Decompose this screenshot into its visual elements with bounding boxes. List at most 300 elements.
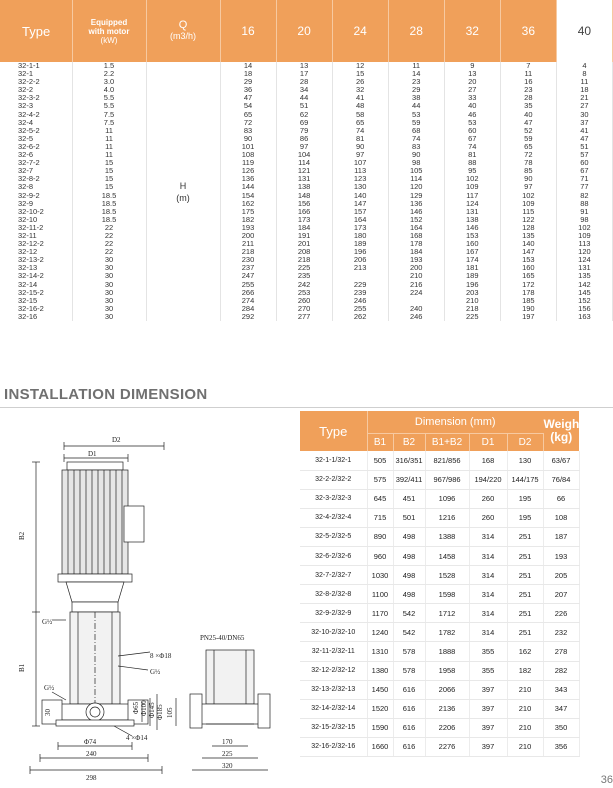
dim-b2: 616: [393, 680, 425, 699]
port-lower-label: G½: [44, 684, 55, 692]
dimension-row: [300, 604, 579, 623]
dim-weight: 282: [543, 661, 579, 680]
head-value: 190: [500, 305, 556, 313]
head-value: 173: [332, 224, 388, 232]
head-value: 160: [500, 264, 556, 272]
head-value: 102: [556, 224, 612, 232]
head-value: 162: [220, 200, 276, 208]
head-value: 156: [556, 305, 612, 313]
dim-d2: 195: [507, 489, 543, 508]
row-motor-power: 30: [72, 256, 146, 264]
dimension-row: [300, 642, 579, 661]
weight-header: [543, 411, 584, 451]
head-value: 53: [444, 119, 500, 127]
head-value: 218: [444, 305, 500, 313]
dim-b2: 498: [393, 585, 425, 604]
head-value: 30: [556, 111, 612, 119]
dim-b1-b2: 1096: [425, 489, 469, 508]
head-value: 172: [500, 281, 556, 289]
dim-d2: 195: [507, 508, 543, 527]
dim-weight: 205: [543, 566, 579, 585]
dim-298-label: 298: [86, 774, 97, 782]
head-value: 29: [220, 78, 276, 86]
performance-table-body: [0, 62, 613, 321]
row-motor-power: 11: [72, 143, 146, 151]
head-value: 153: [444, 232, 500, 240]
dim-b1: 1030: [367, 566, 393, 585]
head-value: 104: [276, 151, 332, 159]
head-value: 109: [500, 200, 556, 208]
row-type: 32-14-2: [0, 272, 72, 280]
dim-320-label: 320: [222, 762, 233, 770]
dim-b1-b2: 1458: [425, 546, 469, 565]
row-motor-power: 30: [72, 305, 146, 313]
head-value: 83: [388, 143, 444, 151]
dim-row-type: 32-15-2/32-15: [300, 718, 367, 737]
head-value: 277: [276, 313, 332, 321]
dimension-table-body: [300, 451, 579, 757]
head-value: 14: [388, 70, 444, 78]
head-value: 196: [332, 248, 388, 256]
head-value: 174: [444, 256, 500, 264]
dim-b1-b2: 1958: [425, 661, 469, 680]
head-value: 48: [332, 102, 388, 110]
row-type: 32-15: [0, 297, 72, 305]
dimension-row: [300, 699, 579, 718]
dim-row-type: 32-1-1/32-1: [300, 451, 367, 470]
dim-d2: 251: [507, 623, 543, 642]
head-value: 211: [220, 240, 276, 248]
head-value: 60: [444, 127, 500, 135]
dim-b1: 960: [367, 546, 393, 565]
dim-weight: 76/84: [543, 470, 579, 489]
dimension-row: [300, 527, 579, 546]
head-label: H: [179, 180, 187, 191]
head-value: 102: [500, 192, 556, 200]
head-value: 182: [220, 216, 276, 224]
row-type: 32-2-2: [0, 78, 72, 86]
head-value: 253: [276, 289, 332, 297]
row-type: 32-1: [0, 70, 72, 78]
head-value: 225: [276, 264, 332, 272]
head-value: 71: [556, 175, 612, 183]
head-value: 181: [444, 264, 500, 272]
head-value: 208: [276, 248, 332, 256]
row-motor-power: 11: [72, 151, 146, 159]
dim-weight: 347: [543, 699, 579, 718]
row-type: 32-1-1: [0, 62, 72, 70]
head-unit: (m): [176, 192, 190, 203]
head-value: 102: [444, 175, 500, 183]
head-value: 28: [500, 94, 556, 102]
head-value: 52: [500, 127, 556, 135]
row-motor-power: 30: [72, 289, 146, 297]
row-type: 32-16: [0, 313, 72, 321]
row-motor-power: 22: [72, 240, 146, 248]
row-motor-power: 2.2: [72, 70, 146, 78]
dimension-row: [300, 661, 579, 680]
dim-105-label: 105: [166, 707, 174, 718]
head-value: 114: [276, 159, 332, 167]
head-value: 36: [220, 86, 276, 94]
dim-d1: 314: [469, 546, 507, 565]
row-type: 32-14: [0, 281, 72, 289]
row-type: 32-6-2: [0, 143, 72, 151]
head-value: 13: [276, 62, 332, 70]
installation-drawing: [0, 420, 290, 788]
head-value: 153: [500, 256, 556, 264]
head-value: 65: [500, 143, 556, 151]
row-type: 32-8-2: [0, 175, 72, 183]
dim-row-type: 32-8-2/32-8: [300, 585, 367, 604]
dimension-group-header: Dimension (mm): [367, 411, 543, 433]
head-value: 246: [332, 297, 388, 305]
head-value: 59: [388, 119, 444, 127]
head-value: 59: [500, 135, 556, 143]
head-value: 145: [556, 289, 612, 297]
flow-value-header: 28: [388, 0, 444, 62]
dim-col-header: D2: [507, 433, 543, 451]
dim-row-type: 32-10-2/32-10: [300, 623, 367, 642]
head-value: 67: [444, 135, 500, 143]
flow-value-header: 16: [220, 0, 276, 62]
head-value: 152: [556, 297, 612, 305]
head-value: 74: [444, 143, 500, 151]
row-motor-power: 15: [72, 159, 146, 167]
dim-type-header: Type: [300, 411, 367, 451]
head-value: 74: [332, 127, 388, 135]
head-value: 136: [388, 200, 444, 208]
port-side-label: G½: [150, 668, 161, 676]
row-motor-power: 15: [72, 175, 146, 183]
head-value: 148: [276, 192, 332, 200]
head-value: 126: [220, 167, 276, 175]
head-value: 88: [444, 159, 500, 167]
dim-b2: 498: [393, 527, 425, 546]
dim-weight: 226: [543, 604, 579, 623]
head-value: 83: [220, 127, 276, 135]
dim-weight: 232: [543, 623, 579, 642]
flow-value-header: 32: [444, 0, 500, 62]
head-value: 216: [388, 281, 444, 289]
dim-b1: 715: [367, 508, 393, 527]
head-value: 58: [332, 111, 388, 119]
motor-body: [62, 470, 128, 574]
head-value: 97: [500, 183, 556, 191]
dim-b2: 542: [393, 604, 425, 623]
head-value: 86: [276, 135, 332, 143]
dim-d1: 314: [469, 604, 507, 623]
row-motor-power: 30: [72, 297, 146, 305]
head-value: 68: [388, 127, 444, 135]
head-value: 62: [276, 111, 332, 119]
dim-d2: 130: [507, 451, 543, 470]
dim-b1-b2: 2206: [425, 718, 469, 737]
dim-d2: 210: [507, 699, 543, 718]
dimension-row: [300, 585, 579, 604]
flow-value-header: 40: [556, 0, 612, 62]
head-value: 23: [500, 86, 556, 94]
head-value: 20: [444, 78, 500, 86]
row-motor-power: 30: [72, 313, 146, 321]
head-value: 240: [388, 305, 444, 313]
phi185-label: Φ185: [156, 704, 164, 720]
head-value: 154: [220, 192, 276, 200]
head-value: 27: [556, 102, 612, 110]
head-value: 109: [444, 183, 500, 191]
flow-header-unit: (m3/h): [169, 31, 196, 41]
head-value: 218: [276, 256, 332, 264]
dim-d2: 210: [507, 680, 543, 699]
dim-d1: 397: [469, 680, 507, 699]
head-value: 147: [332, 200, 388, 208]
head-value: 98: [388, 159, 444, 167]
dimension-row: [300, 566, 579, 585]
head-value: 144: [220, 183, 276, 191]
head-value: 17: [276, 70, 332, 78]
head-value: 193: [220, 224, 276, 232]
dim-weight: 356: [543, 737, 579, 756]
motor-header-unit: (kW): [100, 35, 118, 45]
head-value: 167: [444, 248, 500, 256]
dim-weight: 193: [543, 546, 579, 565]
dim-b1: 1450: [367, 680, 393, 699]
head-value: 247: [220, 272, 276, 280]
head-value: 138: [276, 183, 332, 191]
dim-row-type: 32-3-2/32-3: [300, 489, 367, 508]
dim-d2: 251: [507, 604, 543, 623]
head-value: 40: [500, 111, 556, 119]
row-type: 32-3: [0, 102, 72, 110]
head-value: 47: [556, 135, 612, 143]
head-value: 21: [556, 94, 612, 102]
head-value: 184: [388, 248, 444, 256]
row-type: 32-12: [0, 248, 72, 256]
head-value: 82: [556, 192, 612, 200]
dim-d1: 355: [469, 661, 507, 680]
head-value: 292: [220, 313, 276, 321]
dim-d2: 162: [507, 642, 543, 661]
row-motor-power: 30: [72, 272, 146, 280]
row-type: 32-9: [0, 200, 72, 208]
dim-weight: 63/67: [543, 451, 579, 470]
dim-b1-b2: 1782: [425, 623, 469, 642]
head-value: 210: [388, 272, 444, 280]
head-value: 284: [220, 305, 276, 313]
row-type: 32-5: [0, 135, 72, 143]
head-value: 178: [388, 240, 444, 248]
head-value: 90: [332, 143, 388, 151]
row-type: 32-4: [0, 119, 72, 127]
head-value: 165: [500, 272, 556, 280]
head-value: 101: [220, 143, 276, 151]
dim-b1-b2: 1388: [425, 527, 469, 546]
row-type: 32-11-2: [0, 224, 72, 232]
head-value: 157: [332, 208, 388, 216]
dim-225-label: 225: [222, 750, 233, 758]
head-value: 34: [276, 86, 332, 94]
head-value: 13: [444, 70, 500, 78]
section-title: INSTALLATION DIMENSION: [4, 386, 208, 403]
head-value: 33: [444, 94, 500, 102]
dim-b1: 1170: [367, 604, 393, 623]
dim-row-type: 32-4-2/32-4: [300, 508, 367, 527]
row-motor-power: 18.5: [72, 208, 146, 216]
head-value: 147: [500, 248, 556, 256]
dim-b1-b2: 967/986: [425, 470, 469, 489]
dim-weight: 343: [543, 680, 579, 699]
side-view-base: [196, 704, 264, 724]
pump-drawing-svg: [0, 420, 290, 788]
dim-b1: 1310: [367, 642, 393, 661]
flow-value-header: 20: [276, 0, 332, 62]
head-value: 121: [276, 167, 332, 175]
weight-header-line1: Weight: [543, 417, 584, 431]
dim-d1: 314: [469, 566, 507, 585]
row-motor-power: 30: [72, 281, 146, 289]
performance-row: [0, 313, 613, 321]
head-value: 218: [220, 248, 276, 256]
coupling-guard: [66, 582, 124, 602]
dim-row-type: 32-16-2/32-16: [300, 737, 367, 756]
dimension-row: [300, 718, 579, 737]
motor-header-line2: with motor: [88, 26, 130, 36]
head-value: 229: [332, 281, 388, 289]
row-type: 32-7-2: [0, 159, 72, 167]
dimension-row: [300, 508, 579, 527]
head-value: 65: [220, 111, 276, 119]
row-motor-power: 22: [72, 232, 146, 240]
flow-header: [146, 0, 220, 62]
head-value: 88: [556, 200, 612, 208]
head-value: 98: [556, 216, 612, 224]
head-value: 37: [556, 119, 612, 127]
dim-row-type: 32-2-2/32-2: [300, 470, 367, 489]
head-value: 189: [444, 272, 500, 280]
dimension-table-section: [300, 411, 584, 757]
head-value: 163: [556, 313, 612, 321]
head-value: 203: [444, 289, 500, 297]
dimension-row: [300, 546, 579, 565]
row-motor-power: 30: [72, 264, 146, 272]
dim-d2: 251: [507, 527, 543, 546]
head-value: 113: [556, 240, 612, 248]
head-value: 27: [444, 86, 500, 94]
dim-weight: 207: [543, 585, 579, 604]
dim-b1: 890: [367, 527, 393, 546]
head-value: 11: [500, 70, 556, 78]
dim-row-type: 32-9-2/32-9: [300, 604, 367, 623]
dim-d1: 260: [469, 489, 507, 508]
dim-b2: 316/351: [393, 451, 425, 470]
head-value: 23: [388, 78, 444, 86]
head-value: 201: [276, 240, 332, 248]
head-value: 28: [276, 78, 332, 86]
dim-b2: 616: [393, 737, 425, 756]
head-value: 130: [332, 183, 388, 191]
head-value: 29: [388, 86, 444, 94]
head-value: 122: [500, 216, 556, 224]
dim-d1: 397: [469, 737, 507, 756]
head-value: 11: [556, 78, 612, 86]
dim-b1-b2: 2276: [425, 737, 469, 756]
flow-header-label: Q: [178, 19, 188, 31]
head-value: 135: [556, 272, 612, 280]
dim-d1: 314: [469, 623, 507, 642]
dim-30-label: 30: [44, 709, 52, 716]
row-motor-power: 3.0: [72, 78, 146, 86]
head-value: 140: [500, 240, 556, 248]
head-value: 51: [556, 143, 612, 151]
head-value: 46: [444, 111, 500, 119]
row-motor-power: 15: [72, 183, 146, 191]
head-value: 200: [220, 232, 276, 240]
head-value: 160: [444, 240, 500, 248]
dim-weight: 66: [543, 489, 579, 508]
head-value: 196: [444, 281, 500, 289]
dim-d2: 210: [507, 737, 543, 756]
dim-b1-b2: 1888: [425, 642, 469, 661]
dim-weight: 350: [543, 718, 579, 737]
head-value: 175: [220, 208, 276, 216]
row-motor-power: 11: [72, 135, 146, 143]
head-value: 131: [556, 264, 612, 272]
head-value: 105: [388, 167, 444, 175]
terminal-box: [124, 506, 144, 542]
head-value: 239: [332, 289, 388, 297]
dim-d2: 182: [507, 661, 543, 680]
dimension-row: [300, 470, 579, 489]
head-value: 69: [276, 119, 332, 127]
dim-row-type: 32-6-2/32-6: [300, 546, 367, 565]
side-view-stack: [206, 650, 254, 704]
row-type: 32-7: [0, 167, 72, 175]
dim-240-label: 240: [86, 750, 97, 758]
head-value: 124: [556, 256, 612, 264]
row-motor-power: 5.5: [72, 102, 146, 110]
dim-b1-b2: 2066: [425, 680, 469, 699]
dim-b2-label: B2: [18, 531, 26, 540]
port-upper-label: G½: [42, 618, 53, 626]
motor-header-line1: Equipped: [90, 17, 128, 27]
dimension-row: [300, 489, 579, 508]
head-value: 270: [276, 305, 332, 313]
dim-col-header: B2: [393, 433, 425, 451]
head-value: 262: [332, 313, 388, 321]
head-value: 15: [332, 70, 388, 78]
dim-b1: 505: [367, 451, 393, 470]
head-value: 8: [556, 70, 612, 78]
dim-weight: 108: [543, 508, 579, 527]
head-value: 140: [332, 192, 388, 200]
head-value: 44: [276, 94, 332, 102]
head-value: 230: [220, 256, 276, 264]
head-value: 47: [220, 94, 276, 102]
head-value: 146: [444, 224, 500, 232]
dim-weight: 278: [543, 642, 579, 661]
dimension-row: [300, 737, 579, 756]
row-type: 32-11: [0, 232, 72, 240]
dim-b1: 1380: [367, 661, 393, 680]
dim-d1: 314: [469, 527, 507, 546]
section-divider: [0, 407, 613, 408]
dim-d2: 251: [507, 585, 543, 604]
head-value: 44: [388, 102, 444, 110]
dim-d1: 168: [469, 451, 507, 470]
head-value: 235: [276, 272, 332, 280]
head-label-cell: [146, 62, 220, 321]
head-value: 119: [220, 159, 276, 167]
